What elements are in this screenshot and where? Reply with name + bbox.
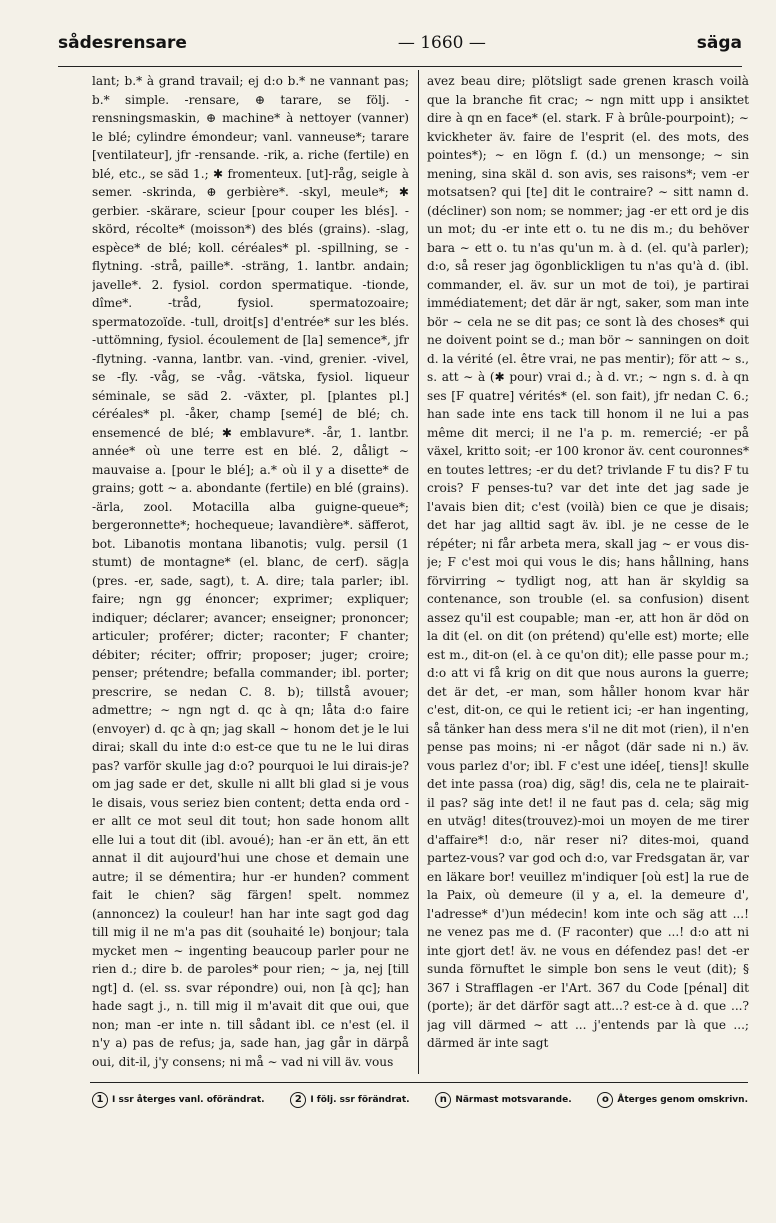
legend-item: [435, 1092, 571, 1108]
legend-text: Närmast motsvarande.: [455, 1095, 572, 1105]
legend-text: Återges genom omskrivn.: [617, 1095, 748, 1105]
legend-item: [290, 1092, 409, 1108]
right-headword: säga: [696, 33, 742, 53]
circled-two-icon: 2: [290, 1092, 306, 1108]
column-divider: [418, 70, 419, 1074]
page-header: [58, 28, 742, 58]
header-rule: [58, 66, 742, 67]
symbol-legend: [92, 1088, 748, 1112]
circled-o-icon: o: [597, 1092, 613, 1108]
legend-item: [597, 1092, 748, 1108]
legend-text: I ssr återges vanl. oförändrat.: [112, 1095, 265, 1105]
left-headword: sådesrensare: [58, 33, 187, 53]
right-column-text: avez beau dire; plötsligt sade grenen krasch voilà que la branche fit crac; ∼ ngn mitt upp i ansiktet dire à qn en face* (el. stark. F à brûle-pourpoint); ∼ kvickheter äv. faire de l'esprit (el. des mots, des pointes*); ∼ en lögn f. (d.) un mensonge; ∼ sin mening, sina skäl d. son avis, ses raisons*; vem -er motsatsen? qui [te] dit le contraire? ∼ sitt namn d. (décliner) son nom; se nommer; jag -er ett ord je dis un mot; du -er inte ett o. tu ne dis m.; du behöver bara ∼ ett o. tu n'as qu'un m. à d. (el. qu'à parler); d:o, så reser jag ögonblickligen tu n'as qu'à d. (ibl. commander, el. äv. sur un mot de toi), je partirai immédiatement; det där är ngt, saker, som man inte bör ∼ cela ne se dit pas; ce sont là des choses* qui ne doivent point se d.; man bör ∼ sanningen on doit d. la vérité (el. être vrai, ne pas mentir); för att ∼ s., s. att ∼ à (✱ pour) vrai d.; à d. vr.; ∼ ngn s. d. à qn ses [F quatre] vérités* (el. son fait), jfr nedan C. 6.; han sade inte ens tack till honom il ne lui a pas même dit merci; il ne l'a p. m. remercié; -er på växel, kritto soit; -er 100 kronor äv. cent couronnes* en toutes lettres; -er du det? trivlande F tu dis? F tu crois? F penses-tu? var det inte det jag sade je l'avais bien dit; c'est (voilà) bien ce que je disais; det har jag alltid sagt äv. ibl. je ne cesse de le répéter; ni får arbeta mera, skall jag ∼ er vous dis-je; F c'est moi qui vous le dis; hans hållning, hans förvirring ∼ tydligt nog, att han är skyldig sa contenance, son trouble (el. sa confusion) disent assez qu'il est coupable; man -er, att hon är död on la dit (el. on dit (on prétend) qu'elle est) morte; elle est m., dit-on (el. à ce qu'on dit); elle passe pour m.; d:o att vi få krig on dit que nous aurons la guerre; det är det, -er man, som håller honom kvar här c'est, dit-on, ce qui le retient ici; -er han ingenting, så tänker han dess mera s'il ne dit mot (rien), il n'en pense pas moins; ni -er något (där sade ni n.) äv. vous parlez d'or; ibl. F c'est une idée[, tiens]! skulle det inte passa (roa) dig, säg! dis, cela ne te plairait-il pas? säg inte det! il ne faut pas d. cela; säg mig en utväg! dites(trouvez)-moi un moyen de me tirer d'affaire*! d:o, när reser ni? dites-moi, quand partez-vous? var god och d:o, var Fredsgatan är, var en läkare bor! veuillez m'indiquer [où est] la rue de la Paix, où demeure (il y a, el. la demeure d', l'adresse* d')un médecin! kom inte och säg att ...! ne venez pas me d. (F raconter) que ...! d:o att ni inte gjort det! äv. ne vous en défendez pas! det -er sunda förnuftet le simple bon sens le veut (dit); § 367 i Strafflagen -er l'Art. 367 du Code [pénal] dit (porte); är det därför sagt att...? est-ce à d. que ...? jag vill därmed ∼ att ... j'entends par là que ...; därmed är inte sagt: [427, 74, 749, 1050]
legend-item: [92, 1092, 265, 1108]
legend-text: I följ. ssr förändrat.: [310, 1095, 410, 1105]
footer-rule: [90, 1082, 748, 1083]
page-number: — 1660 —: [397, 33, 486, 53]
left-column-text: lant; b.* à grand travail; ej d:o b.* ne vannant pas; b.* simple. -rensare, ⊕ tarare, se följ. -rensningsmaskin, ⊕ machine* à nettoyer (vanner) le blé; cylindre émondeur; vanl. vanneuse*; tarare [ventilateur], jfr -rensande. -rik, a. riche (fertile) en blé, etc., se säd 1.; ✱ fromenteux. [ut]-råg, seigle à semer. -skrinda, ⊕ gerbière*. -skyl, meule*; ✱ gerbier. -skärare, scieur [pour couper les blés]. -skörd, récolte* (moisson*) des blés (grains). -slag, espèce* de blé; koll. céréales* pl. -spillning, se -flytning. -strå, paille*. -sträng, 1. lantbr. andain; javelle*. 2. fysiol. cordon spermatique. -tionde, dîme*. -tråd, fysiol. spermatozoaire; spermatozoïde. -tull, droit[s] d'entrée* sur les blés. -uttömning, fysiol. écoulement de [la] semence*, jfr -flytning. -vanna, lantbr. van. -vind, grenier. -vivel, se -fly. -våg, se -våg. -vätska, fysiol. liqueur séminale, se säd 2. -växter, pl. [plantes pl.] céréales* pl. -åker, champ [semé] de blé; ch. ensemencé de blé; ✱ emblavure*. -år, 1. lantbr. année* où une terre est en blé. 2, dåligt ∼ mauvaise a. [pour le blé]; a.* où il y a disette* de grains; gott ∼ a. abondante (fertile) en blé (grains). -ärla, zool. Motacilla alba guigne-queue*; bergeronnette*; hochequeue; lavandière*. säfferot, bot. Libanotis montana libanotis; vulg. persil (1 stumt) de montagne* (el. blanc, de cerf). säg|a (pres. -er, sade, sagt), t. A. dire; tala parler; ibl. faire; ngn gg énoncer; exprimer; expliquer; indiquer; déclarer; avancer; enseigner; prononcer; articuler; proférer; dicter; raconter; F chanter; débiter; réciter; offrir; proposer; juger; croire; penser; prétendre; befalla commander; ibl. porter; prescrire, se nedan C. 8. b); tillstå avouer; admettre; ∼ ngn ngt d. qc à qn; låta d:o faire (envoyer) d. qc à qn; jag skall ∼ honom det je le lui dirai; skall du inte d:o est-ce que tu ne le lui diras pas? varför skulle jag d:o? pourquoi le lui dirais-je? om jag sade er det, skulle ni allt bli glad si je vous le disais, vous seriez bien content; detta enda ord -er allt ce mot seul dit tout; hon sade honom allt elle lui a tout dit (ibl. avoué); han -er än ett, än ett annat il dit aujourd'hui une chose et demain une autre; il se démentira; hur -er hunden? comment fait le chien? säg färgen! spelt. nommez (annoncez) la couleur! han har inte sagt god dag till mig il ne m'a pas dit (souhaité le) bonjour; tala mycket men ∼ ingenting beaucoup parler pour ne rien d.; dire b. de paroles* pour rien; ∼ ja, nej [till ngt] d. (el. ss. svar répondre) oui, non [à qc]; han hade sagt j., n. till mig il m'avait dit que oui, que non; man -er inte n. till sådant ibl. ce n'est (el. il n'y a) pas de refus; ja, sade han, jag går in därpå oui, dit-il, j'y consens; ni må ∼ vad ni vill äv. vous: [92, 74, 409, 1069]
circled-n-icon: n: [435, 1092, 451, 1108]
circled-one-icon: 1: [92, 1092, 108, 1108]
